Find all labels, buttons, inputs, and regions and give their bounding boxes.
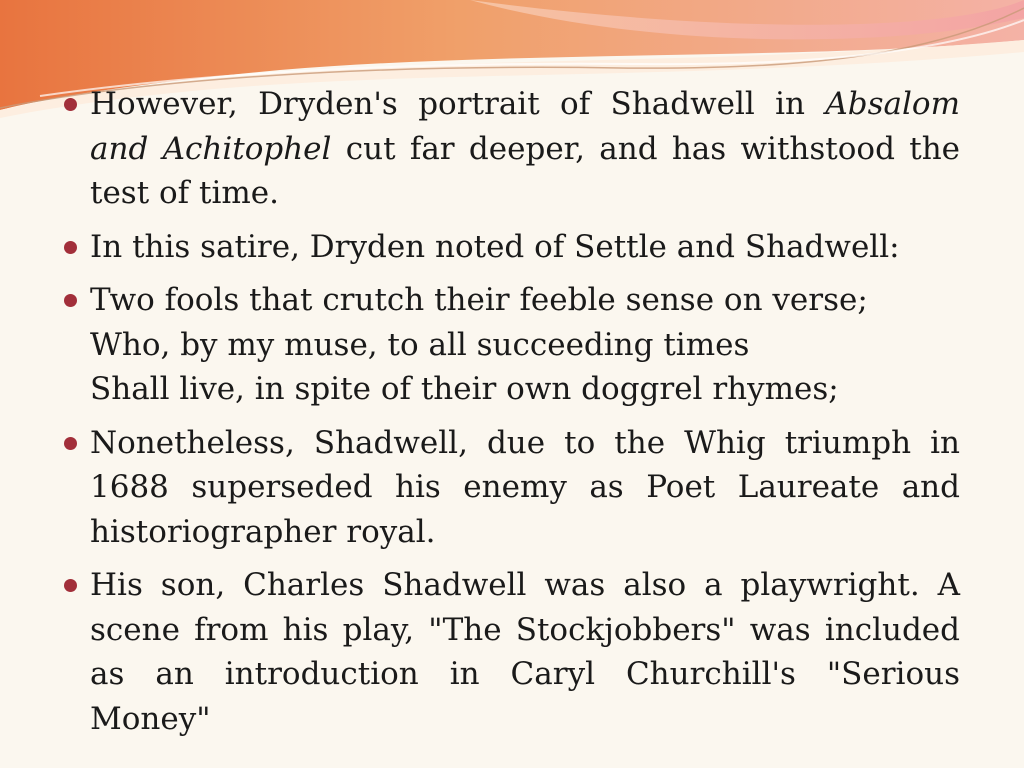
- bullet-item: In this satire, Dryden noted of Settle and Shadwell:: [60, 225, 960, 270]
- bullet-list: [60, 82, 960, 750]
- bullet-item-verse: Two fools that crutch their feeble sense on verse; Who, by my muse, to all succeeding times Shall live, in spite of their own doggrel rhymes;: [60, 278, 960, 412]
- bullet-item: His son, Charles Shadwell was also a playwright. A scene from his play, "The Stockjobbers" was included as an introduction in Caryl Churchill's "Serious Money": [60, 563, 960, 741]
- bullet-item: However, Dryden's portrait of Shadwell in Absalom and Achitophel cut far deeper, and has withstood the test of time.: [60, 82, 960, 216]
- bullet-item: Nonetheless, Shadwell, due to the Whig triumph in 1688 superseded his enemy as Poet Laureate and historiographer royal.: [60, 421, 960, 555]
